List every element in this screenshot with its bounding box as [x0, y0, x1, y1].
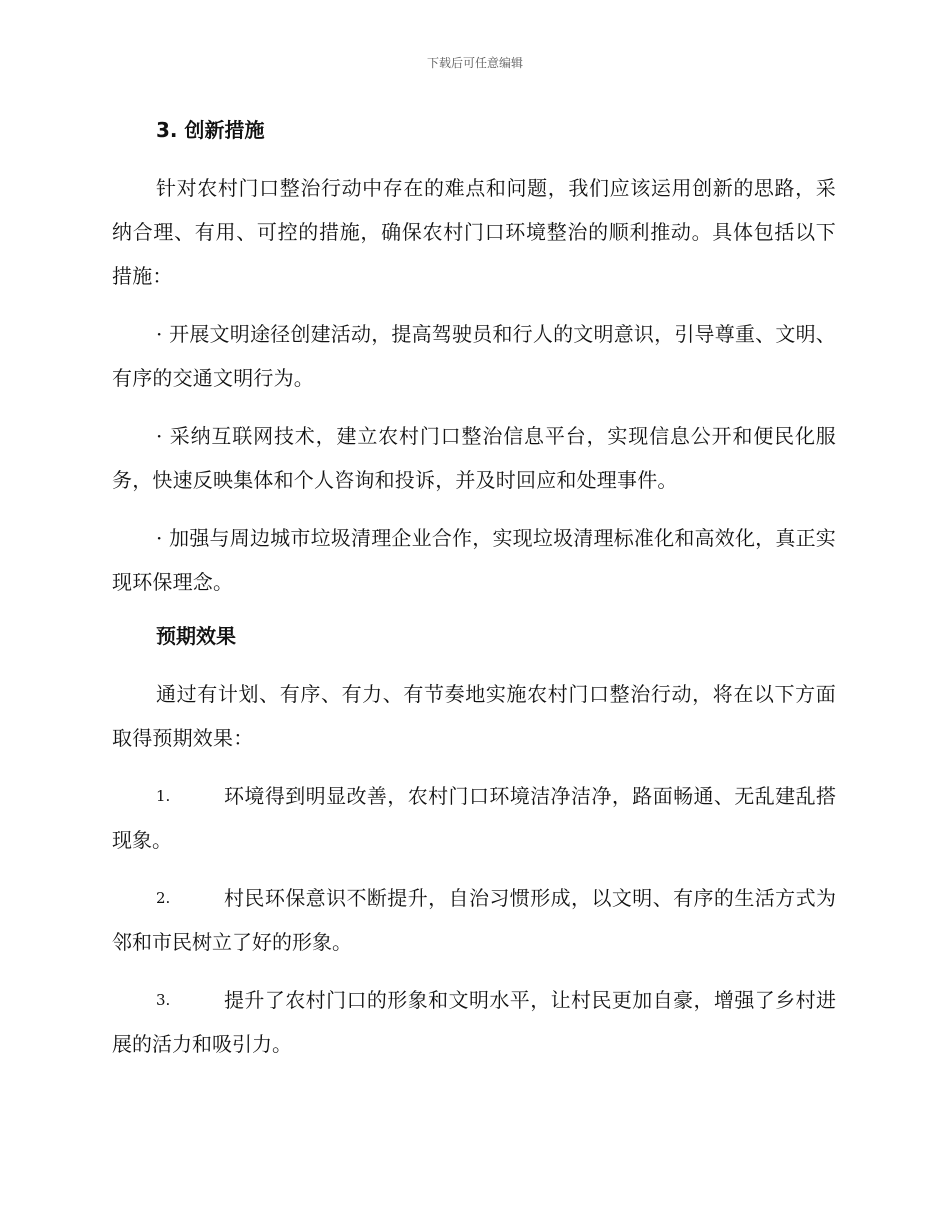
numbered-item	[112, 978, 836, 1066]
bullet-item: · 开展文明途径创建活动，提高驾驶员和行人的文明意识，引导尊重、文明、有序的交通文明行为。	[112, 322, 836, 390]
header-watermark: 下载后可任意编辑	[426, 56, 523, 70]
numbered-item	[112, 876, 836, 964]
bullet-item: · 加强与周边城市垃圾清理企业合作，实现垃圾清理标准化和高效化，真正实现环保理念。	[112, 526, 836, 594]
bullet-item: · 采纳互联网技术，建立农村门口整治信息平台，实现信息公开和便民化服务，快速反映集体和个人咨询和投诉，并及时回应和处理事件。	[112, 424, 836, 492]
section-heading-innovation: 3. 创新措施	[156, 118, 265, 142]
paragraph-innovation-intro: 针对农村门口整治行动中存在的难点和问题，我们应该运用创新的思路，采纳合理、有用、可控的措施，确保农村门口环境整治的顺利推动。具体包括以下措施：	[112, 176, 836, 288]
section-heading-effect: 预期效果	[156, 624, 236, 648]
item-number: 3.	[156, 991, 171, 1009]
item-number: 1.	[156, 787, 171, 805]
item-text: 提升了农村门口的形象和文明水平，让村民更加自豪，增强了乡村进展的活力和吸引力。	[112, 988, 836, 1056]
item-number: 2.	[156, 889, 171, 907]
numbered-item	[112, 774, 836, 862]
item-text: 环境得到明显改善，农村门口环境洁净洁净，路面畅通、无乱建乱搭现象。	[112, 784, 836, 852]
document-body	[112, 110, 836, 1080]
item-text: 村民环保意识不断提升，自治习惯形成，以文明、有序的生活方式为邻和市民树立了好的形象。	[112, 886, 836, 954]
paragraph-effect-intro: 通过有计划、有序、有力、有节奏地实施农村门口整治行动，将在以下方面取得预期效果：	[112, 682, 836, 750]
